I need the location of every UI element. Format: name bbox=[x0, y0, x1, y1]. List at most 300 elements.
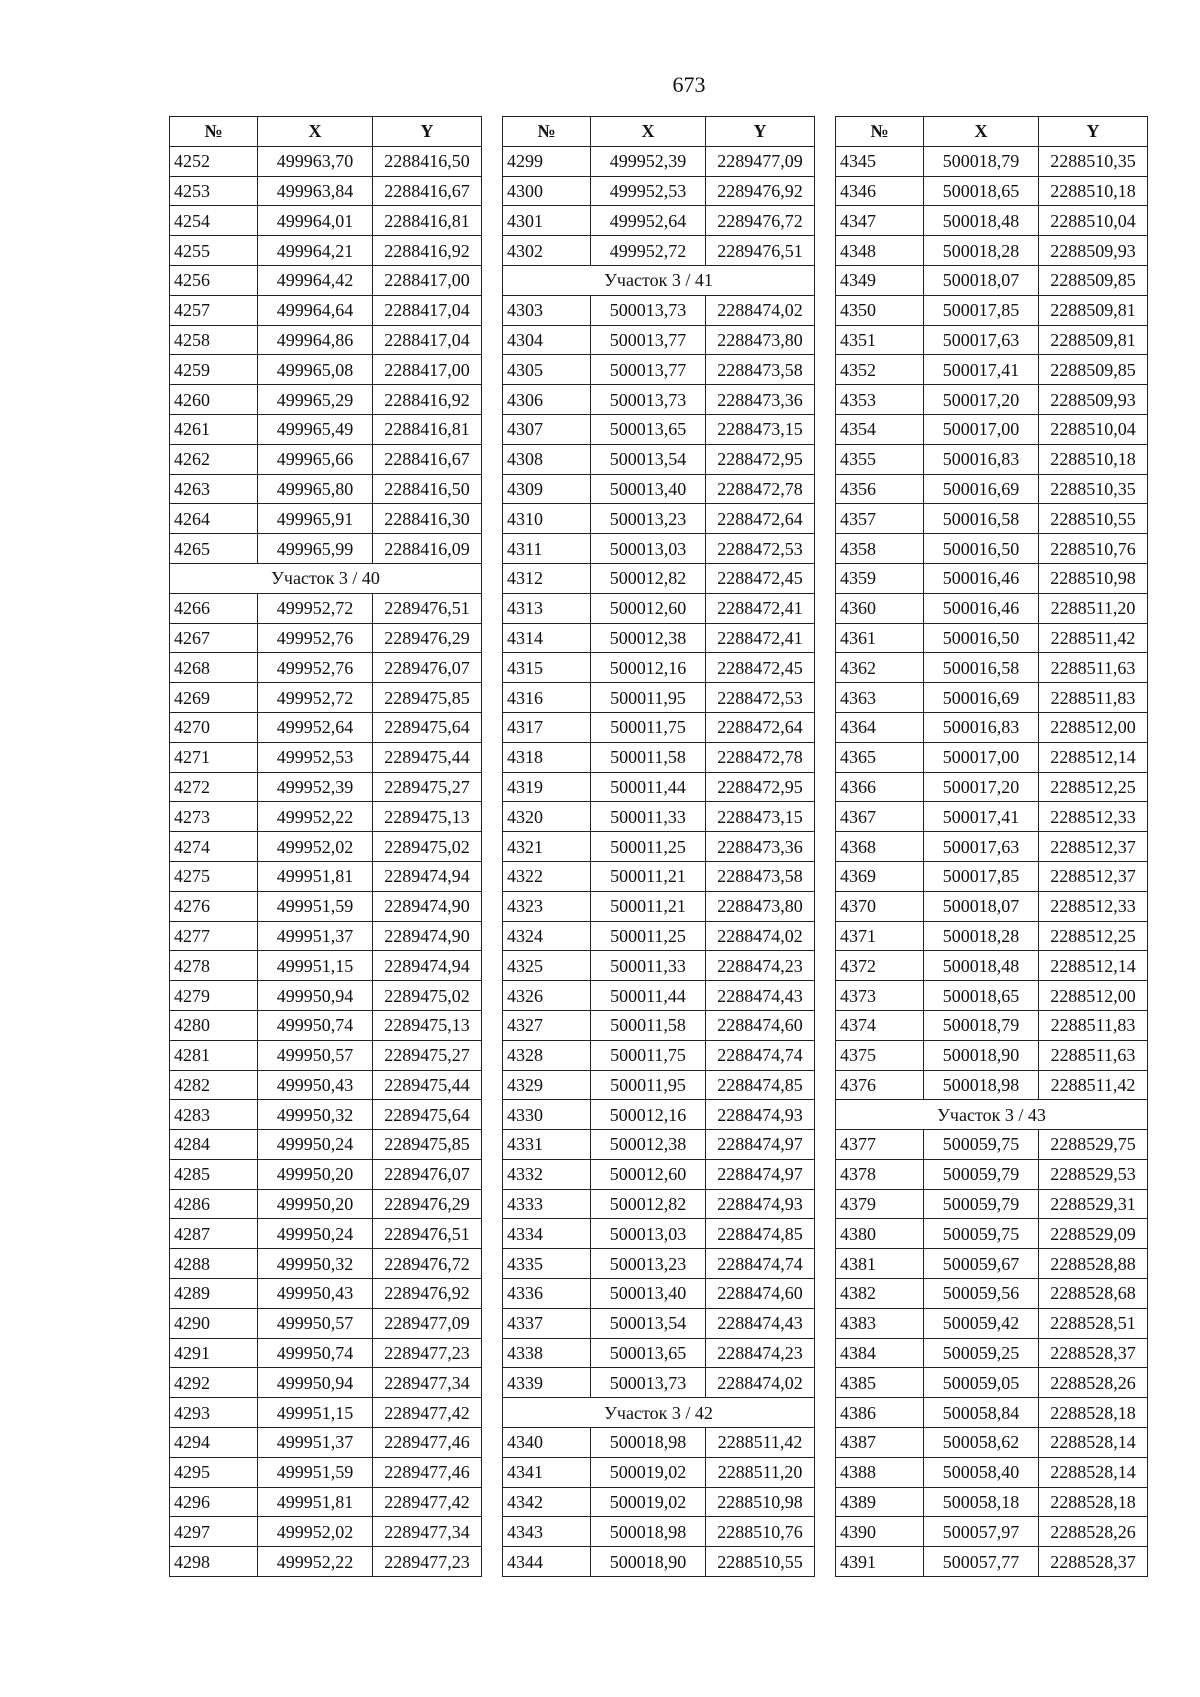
x-coordinate: 500018,28 bbox=[924, 236, 1039, 266]
x-coordinate: 499950,20 bbox=[258, 1159, 373, 1189]
x-coordinate: 500016,50 bbox=[924, 623, 1039, 653]
table-row bbox=[836, 1249, 1148, 1279]
y-coordinate: 2288474,23 bbox=[706, 1338, 815, 1368]
table-row bbox=[503, 1517, 815, 1547]
x-coordinate: 500013,54 bbox=[591, 444, 706, 474]
y-coordinate: 2288416,67 bbox=[373, 176, 482, 206]
y-coordinate: 2288528,51 bbox=[1039, 1308, 1148, 1338]
x-coordinate: 500018,98 bbox=[591, 1428, 706, 1458]
point-number: 4283 bbox=[170, 1100, 258, 1130]
table-row bbox=[836, 1487, 1148, 1517]
table-row bbox=[503, 534, 815, 564]
table-row bbox=[170, 921, 482, 951]
y-coordinate: 2289475,13 bbox=[373, 802, 482, 832]
point-number: 4300 bbox=[503, 176, 591, 206]
x-coordinate: 499951,81 bbox=[258, 1487, 373, 1517]
table-row bbox=[170, 1159, 482, 1189]
point-number: 4335 bbox=[503, 1249, 591, 1279]
point-number: 4332 bbox=[503, 1159, 591, 1189]
point-number: 4277 bbox=[170, 921, 258, 951]
table-row bbox=[170, 712, 482, 742]
y-coordinate: 2288472,95 bbox=[706, 444, 815, 474]
y-coordinate: 2289477,46 bbox=[373, 1428, 482, 1458]
table-row bbox=[836, 712, 1148, 742]
x-coordinate: 499950,24 bbox=[258, 1130, 373, 1160]
y-coordinate: 2288472,78 bbox=[706, 742, 815, 772]
table-row bbox=[836, 891, 1148, 921]
table-row bbox=[836, 414, 1148, 444]
x-coordinate: 500012,60 bbox=[591, 593, 706, 623]
y-coordinate: 2288474,02 bbox=[706, 921, 815, 951]
table-row bbox=[836, 474, 1148, 504]
table-row bbox=[170, 1457, 482, 1487]
y-coordinate: 2289474,90 bbox=[373, 891, 482, 921]
point-number: 4298 bbox=[170, 1547, 258, 1577]
table-header-row bbox=[836, 117, 1148, 147]
point-number: 4304 bbox=[503, 325, 591, 355]
point-number: 4391 bbox=[836, 1547, 924, 1577]
y-coordinate: 2288474,02 bbox=[706, 1368, 815, 1398]
x-coordinate: 499964,01 bbox=[258, 206, 373, 236]
x-coordinate: 500013,77 bbox=[591, 325, 706, 355]
y-coordinate: 2288511,83 bbox=[1039, 683, 1148, 713]
table-row bbox=[836, 1428, 1148, 1458]
x-coordinate: 499952,64 bbox=[258, 712, 373, 742]
point-number: 4376 bbox=[836, 1070, 924, 1100]
header-number: № bbox=[503, 117, 591, 147]
x-coordinate: 500058,18 bbox=[924, 1487, 1039, 1517]
table-row bbox=[170, 593, 482, 623]
y-coordinate: 2288474,97 bbox=[706, 1159, 815, 1189]
table-row bbox=[170, 1010, 482, 1040]
table-row bbox=[503, 1338, 815, 1368]
x-coordinate: 500017,20 bbox=[924, 385, 1039, 415]
table-row bbox=[503, 1457, 815, 1487]
y-coordinate: 2289477,23 bbox=[373, 1547, 482, 1577]
point-number: 4378 bbox=[836, 1159, 924, 1189]
point-number: 4355 bbox=[836, 444, 924, 474]
x-coordinate: 499950,94 bbox=[258, 981, 373, 1011]
point-number: 4278 bbox=[170, 951, 258, 981]
table-row bbox=[170, 1547, 482, 1577]
table-row bbox=[836, 861, 1148, 891]
point-number: 4336 bbox=[503, 1279, 591, 1309]
table-row bbox=[503, 414, 815, 444]
table-row bbox=[170, 1249, 482, 1279]
point-number: 4289 bbox=[170, 1279, 258, 1309]
section-title: Участок 3 / 43 bbox=[836, 1100, 1148, 1130]
table-row bbox=[170, 623, 482, 653]
table-row bbox=[836, 832, 1148, 862]
y-coordinate: 2289476,29 bbox=[373, 1189, 482, 1219]
table-row bbox=[836, 1219, 1148, 1249]
point-number: 4268 bbox=[170, 653, 258, 683]
x-coordinate: 500012,82 bbox=[591, 1189, 706, 1219]
point-number: 4266 bbox=[170, 593, 258, 623]
x-coordinate: 500018,48 bbox=[924, 951, 1039, 981]
point-number: 4361 bbox=[836, 623, 924, 653]
x-coordinate: 500016,46 bbox=[924, 563, 1039, 593]
x-coordinate: 500059,75 bbox=[924, 1130, 1039, 1160]
y-coordinate: 2288511,83 bbox=[1039, 1010, 1148, 1040]
y-coordinate: 2288417,00 bbox=[373, 265, 482, 295]
table-row bbox=[836, 1517, 1148, 1547]
y-coordinate: 2289476,07 bbox=[373, 653, 482, 683]
table-header-row bbox=[170, 117, 482, 147]
point-number: 4341 bbox=[503, 1457, 591, 1487]
table-row bbox=[503, 385, 815, 415]
table-row bbox=[503, 951, 815, 981]
y-coordinate: 2288510,55 bbox=[1039, 504, 1148, 534]
point-number: 4375 bbox=[836, 1040, 924, 1070]
y-coordinate: 2288512,33 bbox=[1039, 891, 1148, 921]
point-number: 4326 bbox=[503, 981, 591, 1011]
table-row bbox=[836, 1010, 1148, 1040]
x-coordinate: 500013,77 bbox=[591, 355, 706, 385]
table-row bbox=[503, 1308, 815, 1338]
x-coordinate: 500018,07 bbox=[924, 891, 1039, 921]
x-coordinate: 499950,32 bbox=[258, 1249, 373, 1279]
point-number: 4320 bbox=[503, 802, 591, 832]
y-coordinate: 2289474,94 bbox=[373, 951, 482, 981]
section-row bbox=[503, 265, 815, 295]
x-coordinate: 499950,24 bbox=[258, 1219, 373, 1249]
point-number: 4267 bbox=[170, 623, 258, 653]
table-row bbox=[170, 1487, 482, 1517]
x-coordinate: 500016,69 bbox=[924, 474, 1039, 504]
y-coordinate: 2289476,72 bbox=[373, 1249, 482, 1279]
table-row bbox=[836, 1279, 1148, 1309]
x-coordinate: 500017,63 bbox=[924, 325, 1039, 355]
point-number: 4379 bbox=[836, 1189, 924, 1219]
y-coordinate: 2288474,02 bbox=[706, 295, 815, 325]
point-number: 4373 bbox=[836, 981, 924, 1011]
x-coordinate: 500011,21 bbox=[591, 891, 706, 921]
x-coordinate: 499951,59 bbox=[258, 891, 373, 921]
table-row bbox=[836, 1368, 1148, 1398]
point-number: 4363 bbox=[836, 683, 924, 713]
x-coordinate: 499950,57 bbox=[258, 1308, 373, 1338]
y-coordinate: 2288416,92 bbox=[373, 385, 482, 415]
y-coordinate: 2289476,92 bbox=[706, 176, 815, 206]
point-number: 4386 bbox=[836, 1398, 924, 1428]
point-number: 4349 bbox=[836, 265, 924, 295]
point-number: 4327 bbox=[503, 1010, 591, 1040]
y-coordinate: 2288528,18 bbox=[1039, 1398, 1148, 1428]
x-coordinate: 500011,58 bbox=[591, 742, 706, 772]
y-coordinate: 2289475,02 bbox=[373, 832, 482, 862]
y-coordinate: 2288510,55 bbox=[706, 1547, 815, 1577]
table-row bbox=[170, 772, 482, 802]
y-coordinate: 2288474,93 bbox=[706, 1100, 815, 1130]
point-number: 4381 bbox=[836, 1249, 924, 1279]
y-coordinate: 2288510,76 bbox=[706, 1517, 815, 1547]
table-row bbox=[503, 861, 815, 891]
point-number: 4309 bbox=[503, 474, 591, 504]
x-coordinate: 500012,38 bbox=[591, 1130, 706, 1160]
y-coordinate: 2288416,81 bbox=[373, 206, 482, 236]
y-coordinate: 2288474,74 bbox=[706, 1040, 815, 1070]
y-coordinate: 2288472,95 bbox=[706, 772, 815, 802]
x-coordinate: 500016,83 bbox=[924, 712, 1039, 742]
table-row bbox=[836, 921, 1148, 951]
point-number: 4293 bbox=[170, 1398, 258, 1428]
point-number: 4316 bbox=[503, 683, 591, 713]
y-coordinate: 2288417,04 bbox=[373, 295, 482, 325]
y-coordinate: 2289477,34 bbox=[373, 1517, 482, 1547]
x-coordinate: 499952,72 bbox=[258, 683, 373, 713]
x-coordinate: 500013,40 bbox=[591, 1279, 706, 1309]
table-row bbox=[170, 1189, 482, 1219]
table-row bbox=[503, 146, 815, 176]
point-number: 4279 bbox=[170, 981, 258, 1011]
y-coordinate: 2288474,97 bbox=[706, 1130, 815, 1160]
point-number: 4346 bbox=[836, 176, 924, 206]
point-number: 4370 bbox=[836, 891, 924, 921]
table-row bbox=[836, 981, 1148, 1011]
table-row bbox=[503, 1189, 815, 1219]
point-number: 4288 bbox=[170, 1249, 258, 1279]
point-number: 4388 bbox=[836, 1457, 924, 1487]
header-y: Y bbox=[706, 117, 815, 147]
y-coordinate: 2288473,15 bbox=[706, 414, 815, 444]
x-coordinate: 499952,72 bbox=[591, 236, 706, 266]
x-coordinate: 500018,48 bbox=[924, 206, 1039, 236]
x-coordinate: 499965,99 bbox=[258, 534, 373, 564]
point-number: 4296 bbox=[170, 1487, 258, 1517]
point-number: 4325 bbox=[503, 951, 591, 981]
point-number: 4359 bbox=[836, 563, 924, 593]
point-number: 4366 bbox=[836, 772, 924, 802]
table-row bbox=[503, 236, 815, 266]
section-row bbox=[836, 1100, 1148, 1130]
x-coordinate: 499965,08 bbox=[258, 355, 373, 385]
point-number: 4371 bbox=[836, 921, 924, 951]
y-coordinate: 2289477,42 bbox=[373, 1398, 482, 1428]
table-row bbox=[503, 1100, 815, 1130]
x-coordinate: 500058,62 bbox=[924, 1428, 1039, 1458]
x-coordinate: 499952,72 bbox=[258, 593, 373, 623]
y-coordinate: 2288474,43 bbox=[706, 981, 815, 1011]
point-number: 4365 bbox=[836, 742, 924, 772]
point-number: 4329 bbox=[503, 1070, 591, 1100]
table-row bbox=[503, 355, 815, 385]
point-number: 4345 bbox=[836, 146, 924, 176]
table-row bbox=[503, 1130, 815, 1160]
table-row bbox=[836, 385, 1148, 415]
x-coordinate: 500017,41 bbox=[924, 355, 1039, 385]
table-row bbox=[170, 146, 482, 176]
point-number: 4314 bbox=[503, 623, 591, 653]
y-coordinate: 2288511,63 bbox=[1039, 1040, 1148, 1070]
y-coordinate: 2289476,29 bbox=[373, 623, 482, 653]
point-number: 4257 bbox=[170, 295, 258, 325]
point-number: 4372 bbox=[836, 951, 924, 981]
x-coordinate: 500017,20 bbox=[924, 772, 1039, 802]
table-header-row bbox=[503, 117, 815, 147]
point-number: 4385 bbox=[836, 1368, 924, 1398]
table-row bbox=[503, 802, 815, 832]
table-row bbox=[170, 504, 482, 534]
y-coordinate: 2288474,23 bbox=[706, 951, 815, 981]
x-coordinate: 499963,70 bbox=[258, 146, 373, 176]
y-coordinate: 2288472,45 bbox=[706, 563, 815, 593]
point-number: 4273 bbox=[170, 802, 258, 832]
point-number: 4311 bbox=[503, 534, 591, 564]
x-coordinate: 500013,65 bbox=[591, 414, 706, 444]
point-number: 4358 bbox=[836, 534, 924, 564]
y-coordinate: 2288511,42 bbox=[1039, 1070, 1148, 1100]
point-number: 4318 bbox=[503, 742, 591, 772]
table-row bbox=[170, 951, 482, 981]
y-coordinate: 2288512,37 bbox=[1039, 832, 1148, 862]
y-coordinate: 2289475,44 bbox=[373, 742, 482, 772]
table-row bbox=[836, 355, 1148, 385]
y-coordinate: 2288417,04 bbox=[373, 325, 482, 355]
section-row bbox=[503, 1398, 815, 1428]
y-coordinate: 2288416,30 bbox=[373, 504, 482, 534]
x-coordinate: 500018,65 bbox=[924, 981, 1039, 1011]
y-coordinate: 2288512,37 bbox=[1039, 861, 1148, 891]
table-row bbox=[170, 1308, 482, 1338]
y-coordinate: 2288512,25 bbox=[1039, 921, 1148, 951]
x-coordinate: 500019,02 bbox=[591, 1487, 706, 1517]
table-row bbox=[170, 355, 482, 385]
y-coordinate: 2288474,93 bbox=[706, 1189, 815, 1219]
table-row bbox=[836, 236, 1148, 266]
y-coordinate: 2288416,67 bbox=[373, 444, 482, 474]
table-row bbox=[836, 504, 1148, 534]
point-number: 4380 bbox=[836, 1219, 924, 1249]
y-coordinate: 2288510,04 bbox=[1039, 206, 1148, 236]
x-coordinate: 500059,05 bbox=[924, 1368, 1039, 1398]
x-coordinate: 500013,54 bbox=[591, 1308, 706, 1338]
table-row bbox=[170, 861, 482, 891]
coordinate-table-1 bbox=[169, 116, 482, 1577]
table-row bbox=[503, 206, 815, 236]
table-row bbox=[170, 1100, 482, 1130]
point-number: 4356 bbox=[836, 474, 924, 504]
table-row bbox=[503, 1428, 815, 1458]
y-coordinate: 2288510,76 bbox=[1039, 534, 1148, 564]
y-coordinate: 2289477,34 bbox=[373, 1368, 482, 1398]
y-coordinate: 2288473,15 bbox=[706, 802, 815, 832]
point-number: 4312 bbox=[503, 563, 591, 593]
point-number: 4330 bbox=[503, 1100, 591, 1130]
x-coordinate: 500011,75 bbox=[591, 1040, 706, 1070]
x-coordinate: 500012,38 bbox=[591, 623, 706, 653]
table-row bbox=[503, 891, 815, 921]
point-number: 4307 bbox=[503, 414, 591, 444]
x-coordinate: 499951,15 bbox=[258, 951, 373, 981]
table-row bbox=[170, 474, 482, 504]
x-coordinate: 499965,91 bbox=[258, 504, 373, 534]
x-coordinate: 500017,63 bbox=[924, 832, 1039, 862]
y-coordinate: 2288510,35 bbox=[1039, 474, 1148, 504]
y-coordinate: 2288510,18 bbox=[1039, 176, 1148, 206]
table-row bbox=[170, 206, 482, 236]
point-number: 4253 bbox=[170, 176, 258, 206]
x-coordinate: 499951,59 bbox=[258, 1457, 373, 1487]
y-coordinate: 2288474,60 bbox=[706, 1279, 815, 1309]
y-coordinate: 2288528,37 bbox=[1039, 1547, 1148, 1577]
point-number: 4390 bbox=[836, 1517, 924, 1547]
table-row bbox=[170, 176, 482, 206]
y-coordinate: 2288417,00 bbox=[373, 355, 482, 385]
header-x: X bbox=[924, 117, 1039, 147]
x-coordinate: 500016,50 bbox=[924, 534, 1039, 564]
point-number: 4348 bbox=[836, 236, 924, 266]
table-row bbox=[170, 1398, 482, 1428]
x-coordinate: 500016,46 bbox=[924, 593, 1039, 623]
x-coordinate: 499952,53 bbox=[591, 176, 706, 206]
y-coordinate: 2289477,09 bbox=[373, 1308, 482, 1338]
point-number: 4264 bbox=[170, 504, 258, 534]
y-coordinate: 2288529,53 bbox=[1039, 1159, 1148, 1189]
point-number: 4286 bbox=[170, 1189, 258, 1219]
y-coordinate: 2289475,85 bbox=[373, 683, 482, 713]
y-coordinate: 2288473,58 bbox=[706, 355, 815, 385]
y-coordinate: 2288474,60 bbox=[706, 1010, 815, 1040]
point-number: 4324 bbox=[503, 921, 591, 951]
x-coordinate: 499964,64 bbox=[258, 295, 373, 325]
section-title: Участок 3 / 41 bbox=[503, 265, 815, 295]
point-number: 4255 bbox=[170, 236, 258, 266]
table-row bbox=[503, 1249, 815, 1279]
x-coordinate: 500018,98 bbox=[924, 1070, 1039, 1100]
point-number: 4310 bbox=[503, 504, 591, 534]
y-coordinate: 2288509,93 bbox=[1039, 236, 1148, 266]
table-row bbox=[503, 1219, 815, 1249]
y-coordinate: 2288473,36 bbox=[706, 385, 815, 415]
x-coordinate: 499951,81 bbox=[258, 861, 373, 891]
point-number: 4313 bbox=[503, 593, 591, 623]
x-coordinate: 500057,97 bbox=[924, 1517, 1039, 1547]
x-coordinate: 499951,37 bbox=[258, 921, 373, 951]
table-row bbox=[836, 742, 1148, 772]
x-coordinate: 500013,03 bbox=[591, 534, 706, 564]
x-coordinate: 500011,33 bbox=[591, 951, 706, 981]
x-coordinate: 499952,22 bbox=[258, 1547, 373, 1577]
x-coordinate: 500016,58 bbox=[924, 504, 1039, 534]
y-coordinate: 2289475,13 bbox=[373, 1010, 482, 1040]
point-number: 4263 bbox=[170, 474, 258, 504]
y-coordinate: 2288510,35 bbox=[1039, 146, 1148, 176]
y-coordinate: 2288473,36 bbox=[706, 832, 815, 862]
table-row bbox=[503, 772, 815, 802]
point-number: 4258 bbox=[170, 325, 258, 355]
x-coordinate: 500011,95 bbox=[591, 683, 706, 713]
table-row bbox=[170, 981, 482, 1011]
x-coordinate: 500013,73 bbox=[591, 295, 706, 325]
x-coordinate: 500013,03 bbox=[591, 1219, 706, 1249]
table-row bbox=[836, 951, 1148, 981]
table-row bbox=[503, 981, 815, 1011]
table-row bbox=[503, 1159, 815, 1189]
x-coordinate: 500057,77 bbox=[924, 1547, 1039, 1577]
point-number: 4319 bbox=[503, 772, 591, 802]
point-number: 4295 bbox=[170, 1457, 258, 1487]
table-row bbox=[170, 742, 482, 772]
point-number: 4276 bbox=[170, 891, 258, 921]
y-coordinate: 2288474,43 bbox=[706, 1308, 815, 1338]
point-number: 4383 bbox=[836, 1308, 924, 1338]
x-coordinate: 499952,76 bbox=[258, 653, 373, 683]
y-coordinate: 2289476,51 bbox=[706, 236, 815, 266]
table-row bbox=[503, 1040, 815, 1070]
table-row bbox=[503, 1070, 815, 1100]
table-row bbox=[836, 653, 1148, 683]
